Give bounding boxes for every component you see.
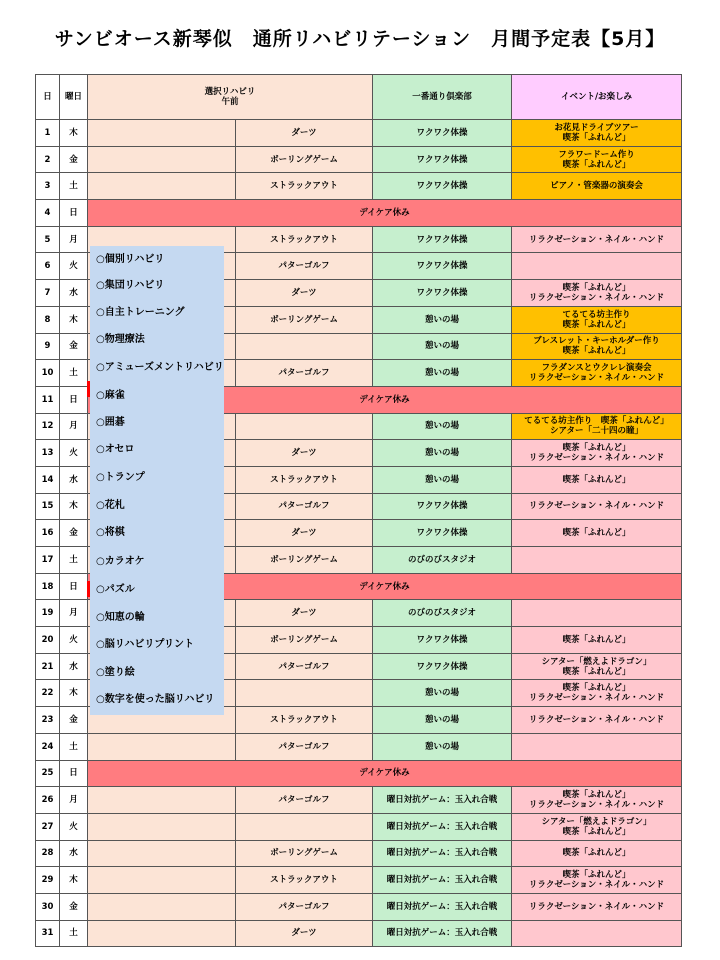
weekday-cell: 水 (60, 466, 88, 493)
date-cell: 12 (36, 413, 60, 440)
event-cell (512, 627, 682, 654)
table-row (36, 173, 682, 200)
rehab-menu-item: ○自主トレーニング (96, 307, 185, 318)
rehab-activity-cell: パターゴルフ (236, 893, 373, 920)
club-activity-cell: 曜日対抗ゲーム：玉入れ合戦 (373, 867, 512, 894)
club-activity-cell: のびのびスタジオ (373, 600, 512, 627)
am-cell (88, 893, 236, 920)
weekday-cell: 金 (60, 707, 88, 734)
am-cell (88, 920, 236, 947)
event-cell (512, 120, 682, 147)
weekday-cell: 水 (60, 280, 88, 307)
club-activity-cell: 憩いの場 (373, 333, 512, 360)
rehab-activity-cell: パターゴルフ (236, 733, 373, 760)
table-row (36, 760, 682, 787)
rehab-menu-item: ○数字を使った脳リハビリ (96, 694, 215, 705)
event-cell (512, 840, 682, 867)
rehab-activity-cell (236, 333, 373, 360)
event-cell (512, 920, 682, 947)
rehab-activity-cell: ストラックアウト (236, 226, 373, 253)
rehab-activity-cell: ボーリングゲーム (236, 547, 373, 574)
event-line: リラクゼーション・ネイル・ハンド (528, 234, 665, 245)
rehab-menu-item: ○脳リハビリプリント (96, 639, 195, 650)
club-activity-cell: ワクワク体操 (373, 253, 512, 280)
page-title: サンビオース新琴似 通所リハビリテーション 月間予定表【5月】 (54, 28, 666, 50)
event-cell (512, 466, 682, 493)
event-line: リラクゼーション・ネイル・ハンド (528, 901, 665, 912)
event-cell (512, 253, 682, 280)
event-line: リラクゼーション・ネイル・ハンド (528, 373, 665, 384)
date-cell: 27 (36, 813, 60, 840)
am-cell (88, 146, 236, 173)
rehab-activity-cell: パターゴルフ (236, 653, 373, 680)
event-line: 喫茶「ふれんど」 (562, 826, 631, 837)
event-cell (512, 280, 682, 307)
date-cell: 8 (36, 306, 60, 333)
event-cell (512, 653, 682, 680)
weekday-cell: 金 (60, 893, 88, 920)
date-cell: 23 (36, 707, 60, 734)
closed-cell: デイケア休み (88, 760, 682, 787)
weekday-cell: 月 (60, 787, 88, 814)
event-line: 喫茶「ふれんど」 (562, 683, 631, 694)
weekday-cell: 金 (60, 520, 88, 547)
event-line: お花見ドライブツアー (554, 122, 639, 133)
rehab-menu-item: ○カラオケ (96, 556, 145, 567)
club-activity-cell: 憩いの場 (373, 360, 512, 387)
event-line: フラワードーム作り (558, 149, 635, 160)
red-marker (87, 381, 90, 397)
event-cell (512, 520, 682, 547)
event-cell (512, 440, 682, 467)
event-cell (512, 813, 682, 840)
weekday-cell: 木 (60, 680, 88, 707)
date-cell: 15 (36, 493, 60, 520)
event-cell (512, 787, 682, 814)
event-line: てるてる坊主作り 喫茶「ふれんど」 (524, 416, 669, 427)
weekday-cell: 土 (60, 920, 88, 947)
rehab-activity-cell: ストラックアウト (236, 466, 373, 493)
club-activity-cell: 憩いの場 (373, 680, 512, 707)
weekday-cell: 木 (60, 120, 88, 147)
club-activity-cell: ワクワク体操 (373, 653, 512, 680)
event-line: シアター「燃えよドラゴン」 (541, 656, 652, 667)
weekday-cell: 木 (60, 493, 88, 520)
event-cell (512, 333, 682, 360)
event-cell (512, 680, 682, 707)
rehab-menu-item: ○将棋 (96, 527, 125, 538)
club-activity-cell: 憩いの場 (373, 466, 512, 493)
weekday-cell: 木 (60, 306, 88, 333)
weekday-cell: 木 (60, 867, 88, 894)
event-line: 喫茶「ふれんど」 (562, 346, 631, 357)
rehab-menu-item: ○オセロ (96, 444, 135, 455)
table-row (36, 893, 682, 920)
rehab-activity-cell: ストラックアウト (236, 707, 373, 734)
rehab-menu-item: ○麻雀 (96, 390, 125, 401)
club-activity-cell: ワクワク体操 (373, 520, 512, 547)
rehab-activity-cell: ダーツ (236, 440, 373, 467)
event-cell (512, 867, 682, 894)
event-cell (512, 893, 682, 920)
weekday-cell: 土 (60, 733, 88, 760)
am-cell (88, 840, 236, 867)
date-cell: 1 (36, 120, 60, 147)
header-rehab-line2: 午前 (221, 97, 239, 107)
table-row (36, 146, 682, 173)
rehab-activity-cell: パターゴルフ (236, 360, 373, 387)
rehab-menu-item: ○アミューズメントリハビリ (96, 362, 224, 373)
event-cell (512, 413, 682, 440)
weekday-cell: 日 (60, 200, 88, 227)
weekday-cell: 土 (60, 360, 88, 387)
rehab-menu-item: ○パズル (96, 584, 135, 595)
weekday-cell: 月 (60, 600, 88, 627)
date-cell: 11 (36, 386, 60, 413)
date-cell: 9 (36, 333, 60, 360)
event-line: 喫茶「ふれんど」 (562, 132, 631, 143)
club-activity-cell: 憩いの場 (373, 413, 512, 440)
event-line: 喫茶「ふれんど」 (562, 634, 631, 645)
rehab-menu-item: ○塗り絵 (96, 667, 135, 678)
weekday-cell: 土 (60, 547, 88, 574)
rehab-activity-cell: ダーツ (236, 600, 373, 627)
header-dow: 曜日 (60, 75, 88, 120)
red-marker (87, 581, 90, 597)
event-cell (512, 173, 682, 200)
date-cell: 2 (36, 146, 60, 173)
rehab-activity-cell: ダーツ (236, 520, 373, 547)
club-activity-cell: 憩いの場 (373, 440, 512, 467)
date-cell: 7 (36, 280, 60, 307)
weekday-cell: 水 (60, 840, 88, 867)
table-row (36, 787, 682, 814)
date-cell: 18 (36, 573, 60, 600)
rehab-activity-cell (236, 813, 373, 840)
header-event: イベント/お楽しみ (512, 75, 682, 120)
club-activity-cell: ワクワク体操 (373, 226, 512, 253)
table-row (36, 200, 682, 227)
date-cell: 14 (36, 466, 60, 493)
rehab-activity-cell (236, 680, 373, 707)
date-cell: 28 (36, 840, 60, 867)
table-row (36, 733, 682, 760)
weekday-cell: 日 (60, 386, 88, 413)
event-cell (512, 226, 682, 253)
weekday-cell: 火 (60, 813, 88, 840)
club-activity-cell: 憩いの場 (373, 733, 512, 760)
am-cell (88, 173, 236, 200)
club-activity-cell: 曜日対抗ゲーム：玉入れ合戦 (373, 893, 512, 920)
date-cell: 4 (36, 200, 60, 227)
event-line: リラクゼーション・ネイル・ハンド (528, 880, 665, 891)
rehab-activity-cell: ダーツ (236, 920, 373, 947)
date-cell: 5 (36, 226, 60, 253)
date-cell: 29 (36, 867, 60, 894)
rehab-activity-cell: ストラックアウト (236, 867, 373, 894)
rehab-activity-cell: パターゴルフ (236, 253, 373, 280)
club-activity-cell: ワクワク体操 (373, 627, 512, 654)
club-activity-cell: 曜日対抗ゲーム：玉入れ合戦 (373, 840, 512, 867)
table-row (36, 120, 682, 147)
event-line: リラクゼーション・ネイル・ハンド (528, 501, 665, 512)
event-cell (512, 493, 682, 520)
date-cell: 16 (36, 520, 60, 547)
event-cell (512, 146, 682, 173)
event-line: 喫茶「ふれんど」 (562, 282, 631, 293)
club-activity-cell: 憩いの場 (373, 707, 512, 734)
event-cell (512, 547, 682, 574)
rehab-menu-item: ○知恵の輪 (96, 612, 145, 623)
am-cell (88, 787, 236, 814)
event-cell (512, 360, 682, 387)
weekday-cell: 月 (60, 413, 88, 440)
event-line: リラクゼーション・ネイル・ハンド (528, 453, 665, 464)
event-line: 喫茶「ふれんど」 (562, 159, 631, 170)
event-cell (512, 600, 682, 627)
weekday-cell: 日 (60, 760, 88, 787)
rehab-activity-cell: ボーリングゲーム (236, 840, 373, 867)
event-line: リラクゼーション・ネイル・ハンド (528, 800, 665, 811)
date-cell: 21 (36, 653, 60, 680)
closed-cell: デイケア休み (88, 386, 682, 413)
weekday-cell: 月 (60, 226, 88, 253)
event-line: 喫茶「ふれんど」 (562, 790, 631, 801)
am-cell (88, 120, 236, 147)
rehab-activity-cell: ストラックアウト (236, 173, 373, 200)
date-cell: 17 (36, 547, 60, 574)
rehab-activity-cell: ボーリングゲーム (236, 146, 373, 173)
club-activity-cell: ワクワク体操 (373, 120, 512, 147)
event-line: 喫茶「ふれんど」 (562, 870, 631, 881)
table-row (36, 813, 682, 840)
header-rehab (88, 75, 373, 120)
rehab-activity-cell: ボーリングゲーム (236, 306, 373, 333)
weekday-cell: 水 (60, 653, 88, 680)
event-line: リラクゼーション・ネイル・ハンド (528, 693, 665, 704)
rehab-activity-cell: ダーツ (236, 280, 373, 307)
event-line: フラダンスとウクレレ演奏会 (541, 363, 652, 374)
rehab-menu-panel (90, 246, 224, 715)
date-cell: 24 (36, 733, 60, 760)
club-activity-cell: 憩いの場 (373, 306, 512, 333)
event-line: シアター「燃えよドラゴン」 (541, 816, 652, 827)
rehab-activity-cell: パターゴルフ (236, 787, 373, 814)
date-cell: 20 (36, 627, 60, 654)
am-cell (88, 867, 236, 894)
header-row (36, 75, 682, 120)
club-activity-cell: ワクワク体操 (373, 493, 512, 520)
event-line: 喫茶「ふれんど」 (562, 848, 631, 859)
event-line: 喫茶「ふれんど」 (562, 319, 631, 330)
closed-cell: デイケア休み (88, 573, 682, 600)
event-line: シアター「二十四の瞳」 (550, 426, 643, 437)
date-cell: 31 (36, 920, 60, 947)
event-line: てるてる坊主作り (562, 309, 631, 320)
table-row (36, 840, 682, 867)
table-row (36, 920, 682, 947)
club-activity-cell: 曜日対抗ゲーム：玉入れ合戦 (373, 787, 512, 814)
date-cell: 25 (36, 760, 60, 787)
club-activity-cell: 曜日対抗ゲーム：玉入れ合戦 (373, 920, 512, 947)
club-activity-cell: ワクワク体操 (373, 146, 512, 173)
weekday-cell: 金 (60, 333, 88, 360)
event-cell (512, 306, 682, 333)
event-line: リラクゼーション・ネイル・ハンド (528, 292, 665, 303)
rehab-menu-item: ○集団リハビリ (96, 280, 165, 291)
table-row (36, 867, 682, 894)
closed-cell: デイケア休み (88, 200, 682, 227)
event-line: 喫茶「ふれんど」 (562, 666, 631, 677)
header-club: 一番通り倶楽部 (373, 75, 512, 120)
weekday-cell: 土 (60, 173, 88, 200)
date-cell: 3 (36, 173, 60, 200)
rehab-menu-item: ○花札 (96, 500, 125, 511)
event-cell (512, 707, 682, 734)
weekday-cell: 火 (60, 440, 88, 467)
header-date: 日 (36, 75, 60, 120)
club-activity-cell: ワクワク体操 (373, 173, 512, 200)
am-cell (88, 733, 236, 760)
date-cell: 19 (36, 600, 60, 627)
date-cell: 13 (36, 440, 60, 467)
rehab-menu-item: ○個別リハビリ (96, 254, 165, 265)
rehab-activity-cell (236, 413, 373, 440)
club-activity-cell: のびのびスタジオ (373, 547, 512, 574)
event-line: ピアノ・管楽器の演奏会 (550, 181, 643, 192)
header-rehab-line1: 選択リハビリ (204, 87, 256, 97)
rehab-menu-item: ○物理療法 (96, 334, 145, 345)
rehab-activity-cell: ダーツ (236, 120, 373, 147)
date-cell: 10 (36, 360, 60, 387)
event-cell (512, 733, 682, 760)
date-cell: 6 (36, 253, 60, 280)
event-line: 喫茶「ふれんど」 (562, 528, 631, 539)
event-line: ブレスレット・キーホルダー作り (533, 336, 660, 347)
date-cell: 26 (36, 787, 60, 814)
weekday-cell: 金 (60, 146, 88, 173)
weekday-cell: 日 (60, 573, 88, 600)
rehab-activity-cell: ボーリングゲーム (236, 627, 373, 654)
club-activity-cell: ワクワク体操 (373, 280, 512, 307)
date-cell: 30 (36, 893, 60, 920)
rehab-menu-item: ○トランプ (96, 472, 145, 483)
event-line: 喫茶「ふれんど」 (562, 474, 631, 485)
club-activity-cell: 曜日対抗ゲーム：玉入れ合戦 (373, 813, 512, 840)
rehab-activity-cell: パターゴルフ (236, 493, 373, 520)
event-line: リラクゼーション・ネイル・ハンド (528, 714, 665, 725)
rehab-menu-item: ○囲碁 (96, 417, 125, 428)
am-cell (88, 813, 236, 840)
weekday-cell: 火 (60, 253, 88, 280)
event-line: 喫茶「ふれんど」 (562, 443, 631, 454)
date-cell: 22 (36, 680, 60, 707)
weekday-cell: 火 (60, 627, 88, 654)
